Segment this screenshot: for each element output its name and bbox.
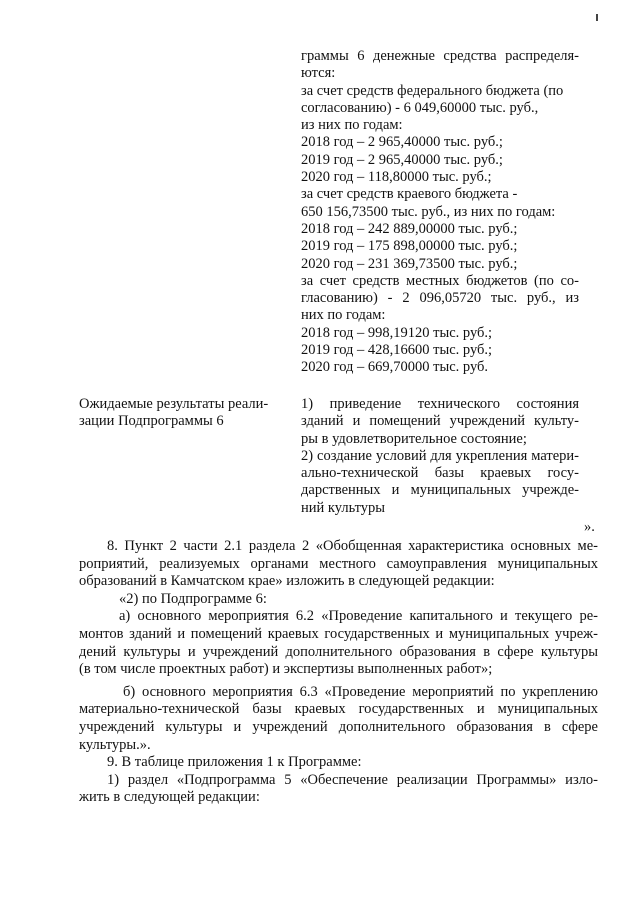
finance-line: 2018 год – 242 889,00000 тыс. руб.;: [301, 220, 518, 237]
finance-line: за счет средств федерального бюджета (по: [301, 82, 564, 99]
finance-line: ются:: [301, 65, 336, 82]
paragraph-line: учреждений культуры и учреждений дополнительного образования в сфере: [79, 718, 598, 735]
finance-line: гласованию) - 2 096,05720 тыс. руб., из: [301, 290, 579, 307]
closing-quote: ».: [584, 519, 595, 535]
finance-line: из них по годам:: [301, 117, 403, 134]
finance-line: 2020 год – 231 369,73500 тыс. руб.;: [301, 255, 518, 272]
finance-line: 2018 год – 998,19120 тыс. руб.;: [301, 324, 493, 341]
paragraph-line: роприятий, реализуемых органами местного самоуправления муниципальных: [79, 555, 598, 572]
finance-line: за счет средств местных бюджетов (по со-: [301, 272, 579, 289]
finance-line: за счет средств краевого бюджета -: [301, 186, 518, 203]
finance-line: 2019 год – 175 898,00000 тыс. руб.;: [301, 238, 518, 255]
paragraph-line: культуры.».: [79, 736, 151, 753]
page-corner-mark: [596, 14, 598, 21]
finance-line: согласованию) - 6 049,60000 тыс. руб.,: [301, 99, 539, 116]
results-label-line: зации Подпрограммы 6: [79, 413, 224, 430]
finance-line: 2018 год – 2 965,40000 тыс. руб.;: [301, 134, 503, 151]
finance-line: 2019 год – 428,16600 тыс. руб.;: [301, 342, 493, 359]
results-line: зданий и помещений учреждений культу-: [301, 413, 579, 430]
results-line: 2) создание условий для укрепления матери-: [301, 447, 579, 464]
finance-line: 2020 год – 669,70000 тыс. руб.: [301, 359, 489, 376]
document-body: [79, 538, 598, 807]
financing-cell: [301, 48, 579, 377]
paragraph-line: 8. Пункт 2 части 2.1 раздела 2 «Обобщенная характеристика основных ме-: [107, 538, 598, 554]
finance-line: 650 156,73500 тыс. руб., из них по годам:: [301, 203, 556, 220]
results-line: дарственных и муниципальных учрежде-: [301, 482, 579, 499]
paragraph-line: жить в следующей редакции:: [79, 789, 260, 806]
paragraph-line: материально-технической базы краевых государственных и муниципальных: [79, 701, 598, 718]
paragraph-line: дений культуры и учреждений дополнительного образования в сфере культуры: [79, 643, 598, 660]
finance-line: 2020 год – 118,80000 тыс. руб.;: [301, 169, 492, 186]
results-line: ры в удовлетворительное состояние;: [301, 430, 527, 447]
paragraph-line: 1) раздел «Подпрограмма 5 «Обеспечение реализации Программы» изло-: [107, 771, 598, 788]
paragraph-line: а) основного мероприятия 6.2 «Проведение капитального и текущего ре-: [119, 608, 598, 625]
paragraph-line: б) основного мероприятия 6.3 «Проведение мероприятий по укреплению: [123, 683, 598, 700]
results-line: 1) приведение технического состояния: [301, 396, 579, 412]
finance-line: них по годам:: [301, 307, 386, 324]
finance-line: 2019 год – 2 965,40000 тыс. руб.;: [301, 151, 503, 168]
results-label-line: Ожидаемые результаты реали-: [79, 396, 269, 412]
paragraph-line: образований в Камчатском крае» изложить в следующей редакции:: [79, 573, 495, 590]
paragraph-line: (в том числе проектных работ) и экспертизы выполненных работ»;: [79, 661, 493, 678]
paragraph-line: 9. В таблице приложения 1 к Программе:: [107, 754, 362, 771]
finance-line: граммы 6 денежные средства распределя-: [301, 48, 579, 64]
results-line: ний культуры: [301, 499, 386, 516]
paragraph-line: монтов зданий и помещений краевых государственных и муниципальных учреж-: [79, 625, 598, 642]
results-label: [79, 396, 279, 431]
results-cell: [301, 396, 579, 517]
results-line: ально-технической базы краевых госу-: [301, 465, 579, 482]
paragraph-line: «2) по Подпрограмме 6:: [119, 590, 267, 607]
